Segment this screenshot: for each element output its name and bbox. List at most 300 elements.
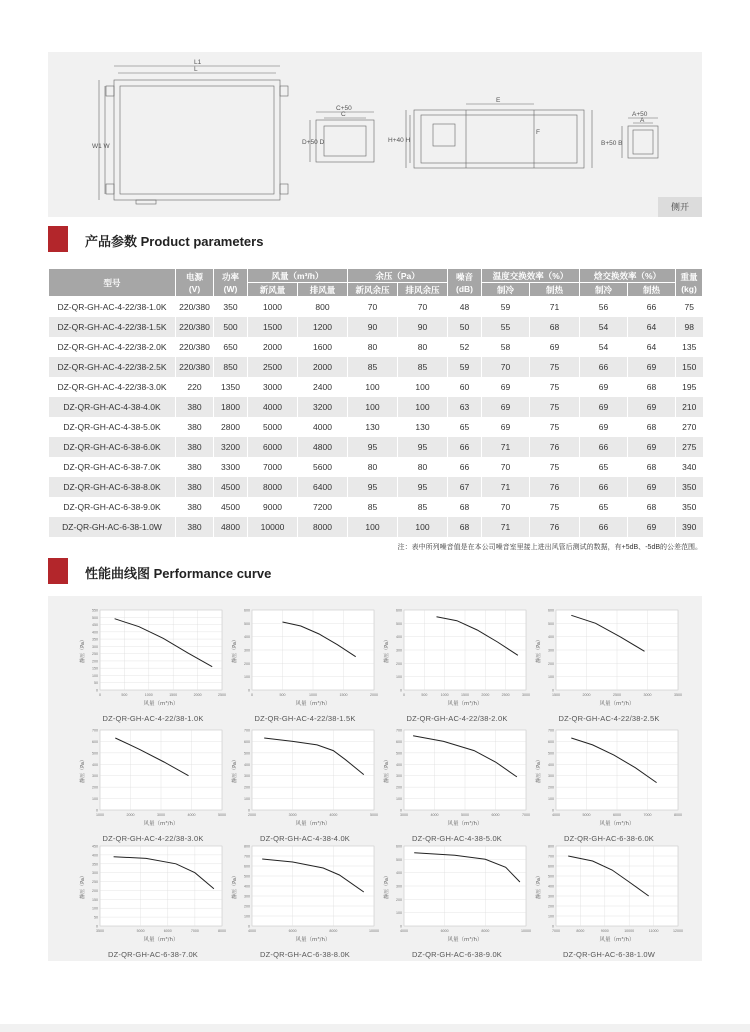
table-cell: 67: [448, 477, 482, 497]
y-tick-label: 200: [548, 904, 554, 909]
table-cell: 6000: [248, 437, 298, 457]
x-tick-label: 5000: [461, 813, 469, 817]
table-cell: 380: [176, 397, 214, 417]
y-tick-label: 400: [548, 635, 554, 640]
table-cell: 76: [530, 437, 580, 457]
y-axis-label: 静压（Pa）: [536, 637, 542, 663]
table-cell: 70: [348, 297, 398, 317]
table-cell: 130: [398, 417, 448, 437]
table-cell: 275: [676, 437, 703, 457]
label-l: L: [194, 66, 198, 73]
table-cell: 4800: [214, 517, 248, 537]
model-cell: DZ-QR-GH-AC-4-22/38-1.5K: [49, 317, 176, 337]
y-tick-label: 300: [244, 894, 250, 899]
table-cell: 71: [530, 297, 580, 317]
y-tick-label: 700: [396, 728, 402, 733]
y-tick-label: 500: [396, 857, 402, 862]
x-tick-label: 3000: [288, 813, 297, 817]
label-c50: C+50: [336, 105, 352, 112]
table-cell: 1350: [214, 377, 248, 397]
y-tick-label: 100: [548, 797, 554, 802]
x-tick-label: 1000: [309, 693, 317, 697]
table-cell: 135: [676, 337, 703, 357]
table-cell: 100: [348, 517, 398, 537]
x-tick-label: 1000: [96, 813, 104, 817]
y-tick-label: 600: [244, 864, 250, 869]
table-cell: 68: [448, 517, 482, 537]
table-cell: 80: [398, 337, 448, 357]
accent-bar: [48, 558, 68, 584]
table-cell: 76: [530, 477, 580, 497]
y-tick-label: 600: [244, 739, 250, 744]
y-tick-label: 200: [244, 785, 250, 790]
header-fresh-esp: 新风余压: [348, 283, 398, 297]
table-cell: 85: [348, 357, 398, 377]
table-cell: 66: [628, 297, 676, 317]
header-noise: 噪音 (dB): [448, 269, 482, 297]
x-tick-label: 6000: [288, 929, 297, 933]
y-tick-label: 0: [400, 808, 402, 813]
y-tick-label: 600: [548, 608, 554, 613]
x-tick-label: 4000: [552, 813, 560, 817]
y-axis-label: 静压（Pa）: [80, 873, 86, 899]
table-cell: 3200: [298, 397, 348, 417]
chart-caption: DZ-QR-GH-AC-6-38-9.0K: [411, 950, 503, 959]
dimension-drawing-panel: [48, 52, 702, 217]
table-cell: 8000: [298, 517, 348, 537]
y-tick-label: 500: [396, 751, 402, 756]
table-row: [49, 397, 703, 417]
table-cell: 1600: [298, 337, 348, 357]
table-cell: 220/380: [176, 337, 214, 357]
y-tick-label: 400: [92, 630, 98, 635]
table-cell: 56: [580, 297, 628, 317]
product-parameters-table: [48, 268, 703, 537]
table-cell: 85: [348, 497, 398, 517]
chart-caption: DZ-QR-GH-AC-6-38-6.0K: [563, 834, 655, 843]
y-tick-label: 100: [244, 914, 250, 919]
y-tick-label: 200: [396, 661, 402, 666]
table-cell: 68: [628, 457, 676, 477]
x-axis-label: 风量（m³/h）: [447, 701, 483, 707]
x-tick-label: 6000: [613, 813, 621, 817]
y-tick-label: 0: [400, 924, 402, 929]
x-tick-label: 1500: [339, 693, 348, 697]
table-cell: 100: [348, 397, 398, 417]
y-tick-label: 0: [248, 924, 250, 929]
table-cell: 800: [298, 297, 348, 317]
model-cell: DZ-QR-GH-AC-6-38-9.0K: [49, 497, 176, 517]
y-tick-label: 400: [244, 635, 250, 640]
y-tick-label: 300: [548, 648, 554, 653]
table-cell: 130: [348, 417, 398, 437]
y-tick-label: 0: [248, 808, 250, 813]
x-tick-label: 4000: [329, 813, 338, 817]
y-axis-label: 静压（Pa）: [384, 637, 390, 663]
y-tick-label: 200: [548, 661, 554, 666]
table-cell: 54: [580, 317, 628, 337]
table-cell: 380: [176, 437, 214, 457]
y-tick-label: 300: [396, 884, 402, 889]
y-tick-label: 0: [400, 688, 402, 693]
performance-chart: [230, 724, 380, 843]
header-exhaust-air: 排风量: [298, 283, 348, 297]
y-tick-label: 0: [552, 808, 554, 813]
y-tick-label: 150: [92, 897, 98, 902]
table-cell: 54: [580, 337, 628, 357]
y-tick-label: 400: [92, 853, 98, 858]
header-temp-eff: 温度交换效率（%）: [482, 269, 580, 283]
y-tick-label: 300: [244, 648, 250, 653]
header-power: 功率 (W): [214, 269, 248, 297]
y-tick-label: 100: [396, 797, 402, 802]
x-tick-label: 6000: [440, 929, 449, 933]
x-tick-label: 1500: [461, 693, 469, 697]
x-axis-label: 风量（m³/h）: [143, 821, 179, 827]
table-cell: 66: [580, 357, 628, 377]
table-row: [49, 377, 703, 397]
x-tick-label: 6000: [163, 929, 172, 933]
table-cell: 68: [448, 497, 482, 517]
table-cell: 220: [176, 377, 214, 397]
model-cell: DZ-QR-GH-AC-6-38-8.0K: [49, 477, 176, 497]
table-cell: 68: [530, 317, 580, 337]
y-tick-label: 0: [96, 808, 98, 813]
y-axis-label: 静压（Pa）: [232, 757, 238, 783]
y-tick-label: 700: [92, 728, 98, 733]
table-cell: 650: [214, 337, 248, 357]
table-row: [49, 477, 703, 497]
table-cell: 65: [580, 497, 628, 517]
chart-caption: DZ-QR-GH-AC-4-22/38-1.5K: [254, 714, 356, 723]
x-axis-label: 风量（m³/h）: [599, 937, 635, 943]
x-axis-label: 风量（m³/h）: [447, 937, 483, 943]
x-tick-label: 2000: [370, 693, 378, 697]
x-tick-label: 500: [121, 693, 128, 697]
x-tick-label: 5000: [218, 813, 226, 817]
chart-caption: DZ-QR-GH-AC-6-38-7.0K: [107, 950, 199, 959]
x-tick-label: 2500: [501, 693, 510, 697]
table-cell: 100: [348, 377, 398, 397]
performance-chart: [230, 840, 380, 959]
y-axis-label: 静压（Pa）: [536, 873, 542, 899]
y-tick-label: 600: [548, 739, 554, 744]
x-axis-label: 风量（m³/h）: [143, 937, 179, 943]
chart-svg: [534, 604, 684, 714]
table-cell: 68: [628, 417, 676, 437]
chart-caption: DZ-QR-GH-AC-4-38-5.0K: [411, 834, 503, 843]
model-cell: DZ-QR-GH-AC-6-38-6.0K: [49, 437, 176, 457]
table-cell: 150: [676, 357, 703, 377]
table-cell: 380: [176, 457, 214, 477]
x-tick-label: 8000: [218, 929, 226, 933]
table-cell: 4000: [298, 417, 348, 437]
chart-caption: DZ-QR-GH-AC-4-22/38-2.5K: [558, 714, 660, 723]
y-tick-label: 350: [92, 862, 98, 867]
chart-svg: [382, 724, 532, 834]
table-row: [49, 357, 703, 377]
chart-svg: [230, 840, 380, 950]
y-tick-label: 600: [92, 739, 98, 744]
y-tick-label: 600: [396, 608, 402, 613]
table-cell: 5000: [248, 417, 298, 437]
table-cell: 100: [398, 377, 448, 397]
dimension-drawing: [48, 52, 702, 217]
chart-svg: [534, 724, 684, 834]
table-cell: 4500: [214, 497, 248, 517]
table-cell: 66: [580, 517, 628, 537]
table-cell: 68: [628, 377, 676, 397]
table-cell: 500: [214, 317, 248, 337]
y-tick-label: 350: [92, 637, 98, 642]
table-cell: 70: [482, 497, 530, 517]
x-tick-label: 0: [99, 693, 101, 697]
performance-chart: [534, 724, 684, 843]
y-tick-label: 100: [92, 906, 98, 911]
y-tick-label: 0: [552, 924, 554, 929]
x-tick-label: 8000: [674, 813, 682, 817]
label-h40h: H+40 H: [388, 137, 411, 144]
header-temp-cool: 制冷: [482, 283, 530, 297]
accent-bar: [48, 226, 68, 252]
y-tick-label: 250: [92, 880, 98, 885]
x-tick-label: 7000: [190, 929, 199, 933]
table-cell: 95: [348, 437, 398, 457]
chart-caption: DZ-QR-GH-AC-6-38-1.0W: [562, 950, 656, 959]
table-cell: 80: [348, 337, 398, 357]
table-cell: 100: [398, 397, 448, 417]
chart-svg: [382, 604, 532, 714]
table-cell: 63: [448, 397, 482, 417]
table-cell: 220/380: [176, 357, 214, 377]
y-tick-label: 600: [396, 844, 402, 849]
performance-chart: [534, 604, 684, 723]
x-tick-label: 10000: [521, 929, 531, 933]
table-cell: 64: [628, 337, 676, 357]
table-cell: 9000: [248, 497, 298, 517]
table-cell: 85: [398, 497, 448, 517]
performance-chart: [230, 604, 380, 723]
y-tick-label: 300: [548, 894, 554, 899]
table-cell: 70: [398, 297, 448, 317]
performance-chart: [78, 840, 228, 959]
y-tick-label: 800: [244, 844, 250, 849]
y-axis-label: 静压（Pa）: [232, 873, 238, 899]
table-cell: 95: [348, 477, 398, 497]
y-tick-label: 200: [396, 897, 402, 902]
x-tick-label: 1500: [552, 693, 560, 697]
table-cell: 69: [628, 397, 676, 417]
y-tick-label: 50: [94, 915, 98, 920]
table-cell: 380: [176, 517, 214, 537]
x-tick-label: 2000: [582, 693, 591, 697]
table-cell: 48: [448, 297, 482, 317]
y-tick-label: 450: [92, 623, 98, 628]
y-tick-label: 600: [548, 864, 554, 869]
label-b50b: B+50 B: [601, 140, 623, 147]
table-cell: 64: [628, 317, 676, 337]
x-tick-label: 4000: [430, 813, 439, 817]
header-airflow: 风量（m³/h）: [248, 269, 348, 283]
table-cell: 70: [482, 357, 530, 377]
label-d50d: D+50 D: [302, 139, 325, 146]
performance-chart: [382, 724, 532, 843]
performance-chart: [534, 840, 684, 959]
y-tick-label: 700: [548, 728, 554, 733]
x-axis-label: 风量（m³/h）: [295, 701, 331, 707]
table-cell: 90: [398, 317, 448, 337]
table-cell: 3300: [214, 457, 248, 477]
table-cell: 70: [482, 457, 530, 477]
table-cell: 2800: [214, 417, 248, 437]
x-tick-label: 2000: [248, 813, 256, 817]
table-cell: 390: [676, 517, 703, 537]
y-tick-label: 100: [548, 675, 554, 680]
table-cell: 69: [628, 477, 676, 497]
label-w1w: W1 W: [92, 143, 110, 150]
header-enth-cool: 制冷: [580, 283, 628, 297]
table-cell: 270: [676, 417, 703, 437]
header-model: 型号: [49, 269, 176, 297]
y-tick-label: 200: [92, 888, 98, 893]
table-cell: 75: [530, 497, 580, 517]
y-tick-label: 300: [396, 774, 402, 779]
y-tick-label: 400: [548, 884, 554, 889]
y-tick-label: 500: [244, 874, 250, 879]
plot-area: [100, 610, 222, 690]
table-cell: 75: [530, 357, 580, 377]
header-voltage: 电源 (V): [176, 269, 214, 297]
table-cell: 80: [348, 457, 398, 477]
table-cell: 65: [448, 417, 482, 437]
table-cell: 4500: [214, 477, 248, 497]
x-tick-label: 500: [279, 693, 286, 697]
y-tick-label: 300: [548, 774, 554, 779]
y-tick-label: 300: [92, 871, 98, 876]
y-tick-label: 300: [396, 648, 402, 653]
table-cell: 210: [676, 397, 703, 417]
table-cell: 66: [580, 477, 628, 497]
table-cell: 7000: [248, 457, 298, 477]
table-cell: 850: [214, 357, 248, 377]
table-cell: 220/380: [176, 297, 214, 317]
y-tick-label: 500: [92, 751, 98, 756]
y-tick-label: 300: [92, 774, 98, 779]
x-tick-label: 3500: [674, 693, 682, 697]
table-cell: 3200: [214, 437, 248, 457]
label-c: C: [341, 111, 346, 118]
model-cell: DZ-QR-GH-AC-4-38-5.0K: [49, 417, 176, 437]
x-axis-label: 风量（m³/h）: [143, 701, 179, 707]
performance-curves-panel: [48, 596, 702, 961]
table-cell: 69: [482, 377, 530, 397]
y-tick-label: 300: [92, 644, 98, 649]
y-tick-label: 100: [396, 675, 402, 680]
table-row: [49, 497, 703, 517]
unit-side-view: [414, 110, 584, 168]
y-tick-label: 600: [396, 739, 402, 744]
y-tick-label: 200: [548, 785, 554, 790]
x-tick-label: 7000: [552, 929, 560, 933]
y-tick-label: 700: [244, 854, 250, 859]
x-tick-label: 5000: [136, 929, 145, 933]
y-axis-label: 静压（Pa）: [80, 757, 86, 783]
table-cell: 69: [482, 417, 530, 437]
x-tick-label: 5000: [582, 813, 591, 817]
table-cell: 68: [628, 497, 676, 517]
y-tick-label: 200: [92, 659, 98, 664]
x-axis-label: 风量（m³/h）: [447, 821, 483, 827]
table-note: 注：表中所列噪音值是在本公司噪音室里接上进出风管后测试的数据，有+5dB、-5dB的公差范围。: [397, 544, 702, 551]
table-cell: 66: [448, 457, 482, 477]
table-row: [49, 437, 703, 457]
label-a: A: [640, 117, 645, 124]
header-esp: 余压（Pa）: [348, 269, 448, 283]
y-tick-label: 500: [92, 615, 98, 620]
y-tick-label: 0: [248, 688, 250, 693]
table-cell: 7200: [298, 497, 348, 517]
y-tick-label: 250: [92, 652, 98, 657]
x-tick-label: 7000: [643, 813, 652, 817]
model-cell: DZ-QR-GH-AC-4-22/38-2.0K: [49, 337, 176, 357]
y-tick-label: 200: [396, 785, 402, 790]
table-cell: 380: [176, 497, 214, 517]
y-tick-label: 200: [244, 904, 250, 909]
table-cell: 2000: [248, 337, 298, 357]
header-weight: 重量 (kg): [676, 269, 703, 297]
table-cell: 65: [580, 457, 628, 477]
y-tick-label: 500: [548, 621, 554, 626]
table-cell: 1200: [298, 317, 348, 337]
table-cell: 8000: [248, 477, 298, 497]
y-tick-label: 400: [548, 762, 554, 767]
table-cell: 58: [482, 337, 530, 357]
table-cell: 6400: [298, 477, 348, 497]
y-tick-label: 200: [92, 785, 98, 790]
y-tick-label: 500: [396, 621, 402, 626]
x-tick-label: 2500: [218, 693, 226, 697]
x-tick-label: 4000: [187, 813, 196, 817]
x-tick-label: 8000: [576, 929, 585, 933]
y-tick-label: 100: [396, 911, 402, 916]
table-cell: 69: [628, 517, 676, 537]
table-cell: 75: [530, 397, 580, 417]
x-tick-label: 3500: [96, 929, 104, 933]
table-cell: 2500: [248, 357, 298, 377]
table-row: [49, 297, 703, 317]
header-enth-eff: 焓交换效率（%）: [580, 269, 676, 283]
label-f: F: [536, 129, 540, 136]
table-cell: 4800: [298, 437, 348, 457]
chart-svg: [230, 724, 380, 834]
x-tick-label: 5000: [370, 813, 378, 817]
chart-svg: [78, 724, 228, 834]
table-cell: 340: [676, 457, 703, 477]
y-tick-label: 400: [396, 871, 402, 876]
y-tick-label: 200: [244, 661, 250, 666]
table-cell: 71: [482, 437, 530, 457]
y-tick-label: 550: [92, 608, 98, 613]
table-cell: 59: [482, 297, 530, 317]
y-tick-label: 0: [552, 688, 554, 693]
label-e: E: [496, 97, 501, 104]
y-tick-label: 100: [244, 797, 250, 802]
x-tick-label: 2000: [126, 813, 135, 817]
curves-section-title: 性能曲线图 Performance curve: [85, 566, 272, 581]
chart-caption: DZ-QR-GH-AC-4-38-4.0K: [259, 834, 351, 843]
y-tick-label: 50: [94, 681, 98, 686]
x-tick-label: 2000: [481, 693, 490, 697]
